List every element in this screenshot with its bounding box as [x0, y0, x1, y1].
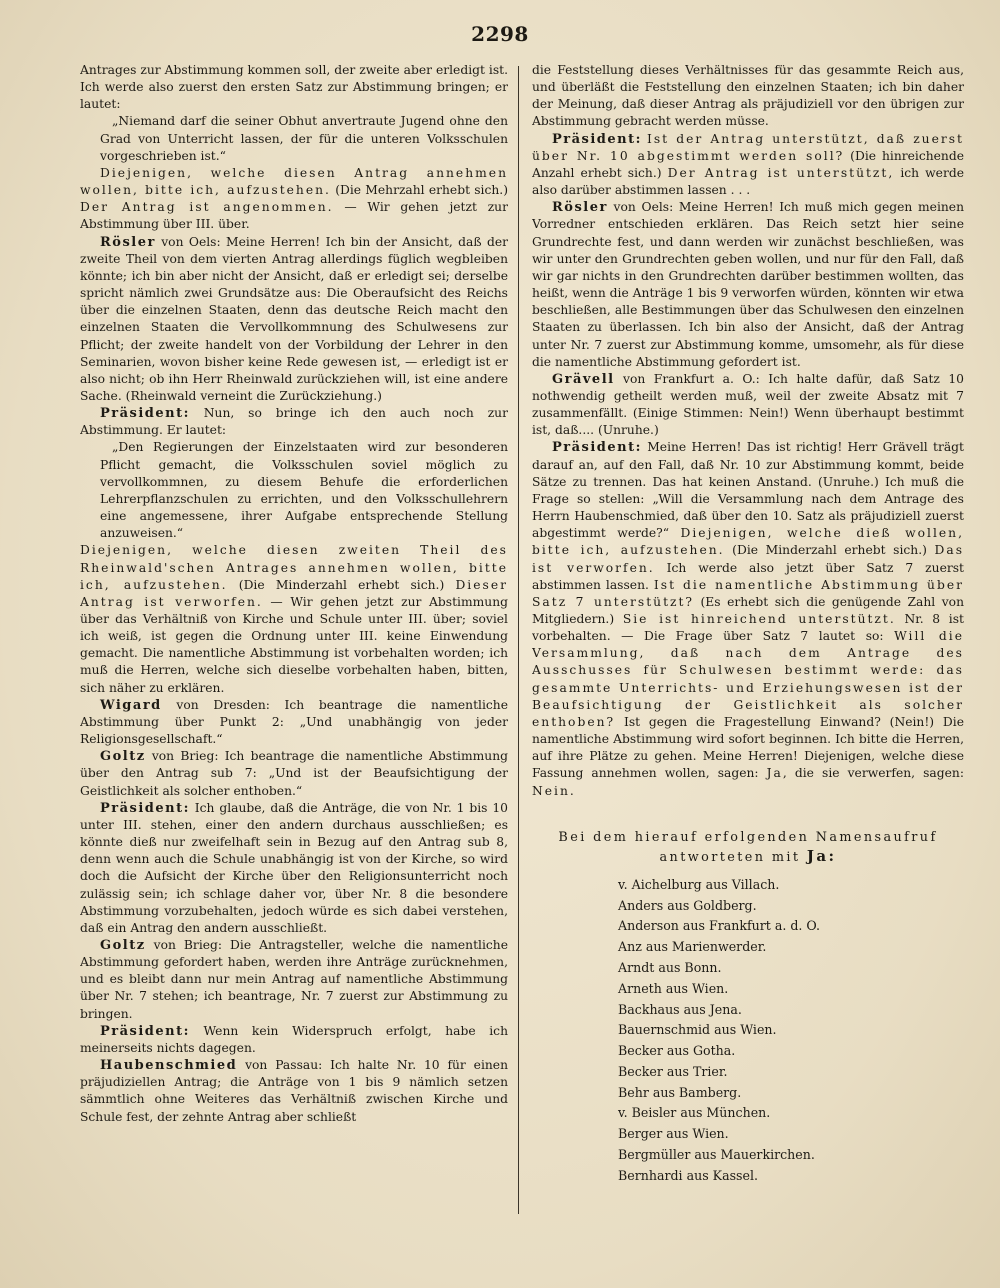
page-number: 2298	[471, 22, 529, 46]
speaker-name: Rösler	[100, 234, 156, 250]
text-run: (Die Minderzahl erhebt sich.)	[724, 543, 935, 558]
quoted-motion	[80, 439, 508, 542]
text-run: Meine Herren! Das ist richtig! Herr Grävell trägt darauf an, auf den Fall, daß Nr. 10 zur Abstimmung kommt, beide Sätze zu trennen. Das hat keinen Anstand. (Unruhe.) Ich muß die Frage so stellen: „Will die Versammlung nach dem Antrage des Herrn Haubenschmied, daß über den 10. Satz als präjudiziell zuerst abgestimmt werde?“	[532, 440, 964, 541]
speaker-name: Rösler	[552, 200, 608, 216]
speaker-name: Haubenschmied	[100, 1058, 238, 1074]
text-run: von Brieg: Die Antragsteller, welche die namentliche Abstimmung gefordert haben, werden ihre Anträge zurücknehmen, und es bleibt dann nur mein Antrag auf namentliche Abstimmung über Nr. 7 stehen; ich beantrage, Nr. 7 zuerst zur Abstimmung zu bringen.	[80, 937, 508, 1021]
text-run: Nr. 8 ist vorbehalten. — Die Frage über Satz 7 lautet so:	[532, 612, 964, 644]
spaced-emphasis: Diejenigen, welche diesen zweiten Theil des Rheinwald'schen Antrages annehmen wollen, bitte ich, aufzustehen.	[80, 543, 508, 592]
vote-heading	[532, 828, 964, 867]
paragraph	[80, 542, 508, 696]
ja-vote-list	[618, 875, 964, 1187]
vote-heading-line-1: Bei dem hierauf erfolgenden Namensaufruf	[558, 829, 938, 845]
spaced-emphasis: Der Antrag ist angenommen.	[80, 200, 334, 215]
text-run: Wenn kein Widerspruch erfolgt, habe ich meinerseits nichts dagegen.	[80, 1023, 508, 1055]
spaced-emphasis: Diejenigen, welche dieß wollen, bitte ich, aufzustehen.	[532, 526, 964, 558]
spaced-emphasis: Nein	[532, 783, 570, 798]
voter-name: Bernhardi aus Kassel.	[618, 1167, 758, 1183]
text-run: die Feststellung dieses Verhältnisses für das gesammte Reich aus, und überläßt die Feststellung den einzelnen Staaten; ich bin daher der Meinung, daß dieser Antrag als präjudiziell vor den übrigen zur Abstimmung gebracht werden müsse.	[532, 63, 964, 129]
text-run: (Die Minderzahl erhebt sich.)	[227, 577, 456, 592]
speaker-name: Goltz	[100, 749, 146, 765]
text-run: Ich glaube, daß die Anträge, die von Nr. 1 bis 10 unter III. stehen, einer den andern durchaus ausschließen; es könnte dieß nur zweifelhaft sein in Bezug auf den Antrag sub 8, denn wenn auch die Schule unabhängig ist von der Kirche, so wird doch die Aufsicht der Kirche über den Religionsunterricht noch zulässig sein; ich schlage daher vor, über Nr. 8 die besondere Abstimmung vorzubehalten, jedoch würde es sich dabei verstehen, daß ein Antrag den andern ausschließt.	[80, 800, 508, 935]
speaker-name: Präsident:	[552, 131, 642, 147]
text-run: Antrages zur Abstimmung kommen soll, der zweite aber erledigt ist. Ich werde also zuerst den ersten Satz zur Abstimmung bringen; er lautet:	[80, 63, 508, 112]
paragraph	[532, 131, 964, 200]
paragraph	[80, 937, 508, 1023]
voter-name: Arndt aus Bonn.	[618, 959, 722, 975]
paragraph	[80, 165, 508, 234]
voter-name: Becker aus Trier.	[618, 1063, 728, 1079]
paragraph	[532, 199, 964, 371]
voter-name: Anderson aus Frankfurt a. d. O.	[618, 918, 821, 934]
paragraph	[80, 405, 508, 439]
vote-heading-ja: Ja:	[806, 846, 837, 865]
text-run: von Brieg: Ich beantrage die namentliche Abstimmung über den Antrag sub 7: „Und ist der Beaufsichtigung der Geistlichkeit als solcher enthoben.“	[80, 749, 508, 798]
speaker-name: Grävell	[552, 371, 615, 387]
text-run: von Oels: Meine Herren! Ich bin der Ansicht, daß der zweite Theil von dem vierten Antrag allerdings füglich wegbleiben könnte; ich bin aber nicht der Ansicht, daß er erledigt sei; derselbe spricht nämlich zwei Grundsätze aus: Die Oberaufsicht des Reichs über die einzelnen Staaten, denn das deutsche Reich macht den einzelnen Staaten die Vervollkommnung des Schulwesens zur Pflicht; der zweite handelt von der Vorbildung der Lehrer in den Seminarien, wovon bisher keine Rede gewesen ist, — erledigt ist er also nicht; ob ihn Herr Rheinwald zurückziehen will, ist eine andere Sache. (Rheinwald verneint die Zurückziehung.)	[80, 234, 508, 403]
voter-name: Backhaus aus Jena.	[618, 1001, 742, 1017]
paragraph	[80, 748, 508, 799]
speaker-name: Präsident:	[100, 406, 190, 422]
text-run: Ist gegen die Fragestellung Einwand? (Nein!) Die namentliche Abstimmung wird sofort beginnen. Ich bitte die Herren, auf ihre Plätze zu gehen. Meine Herren! Diejenigen, welche diese Fassung annehmen wollen, sagen:	[532, 714, 964, 781]
voter-name: Berger aus Wien.	[618, 1126, 729, 1142]
speaker-name: Wigard	[100, 697, 162, 713]
spaced-emphasis: Will die Versammlung, daß nach dem Antrage des Ausschusses für Schulwesen bestimmt werde: das gesammte Unterrichts- und Erziehungswesen ist der Beaufsichtigung der Geistlichkeit als solcher enthoben?	[532, 629, 964, 729]
paragraph	[80, 234, 508, 406]
voter-name: Becker aus Gotha.	[618, 1043, 736, 1059]
text-run: — Wir gehen jetzt zur Abstimmung über III. über.	[80, 200, 508, 232]
paragraph	[80, 697, 508, 748]
voter-name: Anz aus Marienwerder.	[618, 939, 767, 955]
text-run: — Wir gehen jetzt zur Abstimmung über das Verhältniß von Kirche und Schule unter III. über; soviel ich weiß, ist gegen die Ordnung unter III. keine Einwendung gemacht. Die namentliche Abstimmung ist vorbehalten worden; ich muß die Herren, welche sich dieselbe vorbehalten haben, bitten, sich näher zu erklären.	[80, 594, 508, 695]
speaker-name: Präsident:	[100, 1023, 190, 1039]
spaced-emphasis: Ist der Antrag unterstützt, daß zuerst über Nr. 10 abgestimmt werden soll?	[532, 131, 964, 163]
text-run: „Den Regierungen der Einzelstaaten wird zur besonderen Pflicht gemacht, die Volksschulen soviel möglich zu vervollkommnen, zu diesem Behufe die erforderlichen Lehrerpflanzschulen zu errichten, und den Volksschullehrern eine angemessene, ihrer Aufgabe entsprechende Stellung anzuweisen.“	[100, 440, 508, 541]
text-run: (Es erhebt sich die genügende Zahl von Mitgliedern.)	[532, 594, 964, 626]
spaced-emphasis: Dieser Antrag ist verworfen.	[80, 577, 508, 609]
speaker-name: Goltz	[100, 937, 146, 953]
text-run: von Oels: Meine Herren! Ich muß mich gegen meinen Vorredner entschieden erklären. Das Reich setzt hier seine Grundrechte fest, und dann werden wir zunächst beschließen, was wir unter den Grundrechten geben wollen, und nur für den Fall, daß wir gar nichts in den Grundrechten darüber bestimmen wollten, das heißt, wenn die Anträge 1 bis 9 verworfen würden, könnten wir etwa beschließen, alle Bestimmungen über das Schulwesen den einzelnen Staaten zu überlassen. Ich bin also der Ansicht, daß der Antrag unter Nr. 7 zuerst zur Abstimmung komme, umsomehr, als für diese die namentliche Abstimmung gefordert ist.	[532, 200, 964, 369]
paragraph	[80, 62, 508, 113]
paragraph	[80, 1057, 508, 1126]
voter-name: Bergmüller aus Mauerkirchen.	[618, 1147, 815, 1163]
paragraph	[532, 371, 964, 440]
text-run: (Die hinreichende Anzahl erhebt sich.)	[532, 148, 964, 180]
voter-name: Arneth aus Wien.	[618, 980, 729, 996]
paragraph	[80, 800, 508, 937]
voter-name: Anders aus Goldberg.	[618, 897, 757, 913]
text-run: von Frankfurt a. O.: Ich halte dafür, daß Satz 10 nothwendig getheilt werden muß, weil der zweite Absatz mit 7 zusammenfällt. (Einige Stimmen: Nein!) Wenn überhaupt bestimmt ist, daß.... (Unruhe.)	[532, 371, 964, 438]
voter-name: v. Aichelburg aus Villach.	[618, 876, 780, 892]
speaker-name: Präsident:	[552, 440, 642, 456]
left-column	[80, 62, 508, 1212]
paragraph	[80, 1023, 508, 1057]
text-run: (Die Mehrzahl erhebt sich.)	[330, 183, 508, 198]
spaced-emphasis: Diejenigen, welche diesen Antrag annehmen wollen, bitte ich, aufzustehen.	[80, 165, 508, 198]
column-divider	[518, 66, 519, 1214]
text-run: .	[569, 783, 574, 798]
text-run: , die sie verwerfen, sagen:	[782, 766, 964, 781]
text-run: „Niemand darf die seiner Obhut anvertraute Jugend ohne den Grad von Unterricht lassen, der für die unteren Volksschulen vorgeschrieben ist.“	[100, 114, 508, 163]
right-column-text	[532, 62, 964, 800]
speaker-name: Präsident:	[100, 800, 190, 816]
text-run: von Dresden: Ich beantrage die namentliche Abstimmung über Punkt 2: „Und unabhängig von jeder Religionsgesellschaft.“	[80, 697, 508, 747]
spaced-emphasis: Der Antrag ist unterstützt,	[667, 165, 895, 180]
spaced-emphasis: Ist die namentliche Abstimmung über Satz 7 unterstützt?	[532, 577, 964, 609]
right-column	[532, 62, 964, 1212]
spaced-emphasis: Ja	[766, 766, 783, 781]
text-run: von Passau: Ich halte Nr. 10 für einen präjudiziellen Antrag; die Anträge von 1 bis 9 nämlich setzen sämmtlich ohne Weiteres das Verhältniß zwischen Kirche und Schule fest, der zehnte Antrag aber schließt	[80, 1058, 508, 1124]
voter-name: Bauernschmid aus Wien.	[618, 1022, 777, 1038]
text-run: Ich werde also jetzt über Satz 7 zuerst abstimmen lassen.	[532, 560, 964, 592]
text-run: Nun, so bringe ich den auch noch zur Abstimmung. Er lautet:	[80, 406, 508, 438]
paragraph	[532, 62, 964, 131]
text-run: ich werde also darüber abstimmen lassen . . .	[532, 165, 964, 198]
vote-heading-line-2	[532, 847, 964, 867]
paragraph	[532, 439, 964, 799]
voter-name: v. Beisler aus München.	[618, 1105, 771, 1121]
quoted-motion	[80, 113, 508, 164]
spaced-emphasis: Das ist verworfen.	[532, 543, 964, 575]
spaced-emphasis: Sie ist hinreichend unterstützt.	[622, 612, 896, 626]
voter-name: Behr aus Bamberg.	[618, 1084, 742, 1100]
vote-heading-text: antworteten mit	[659, 849, 801, 865]
